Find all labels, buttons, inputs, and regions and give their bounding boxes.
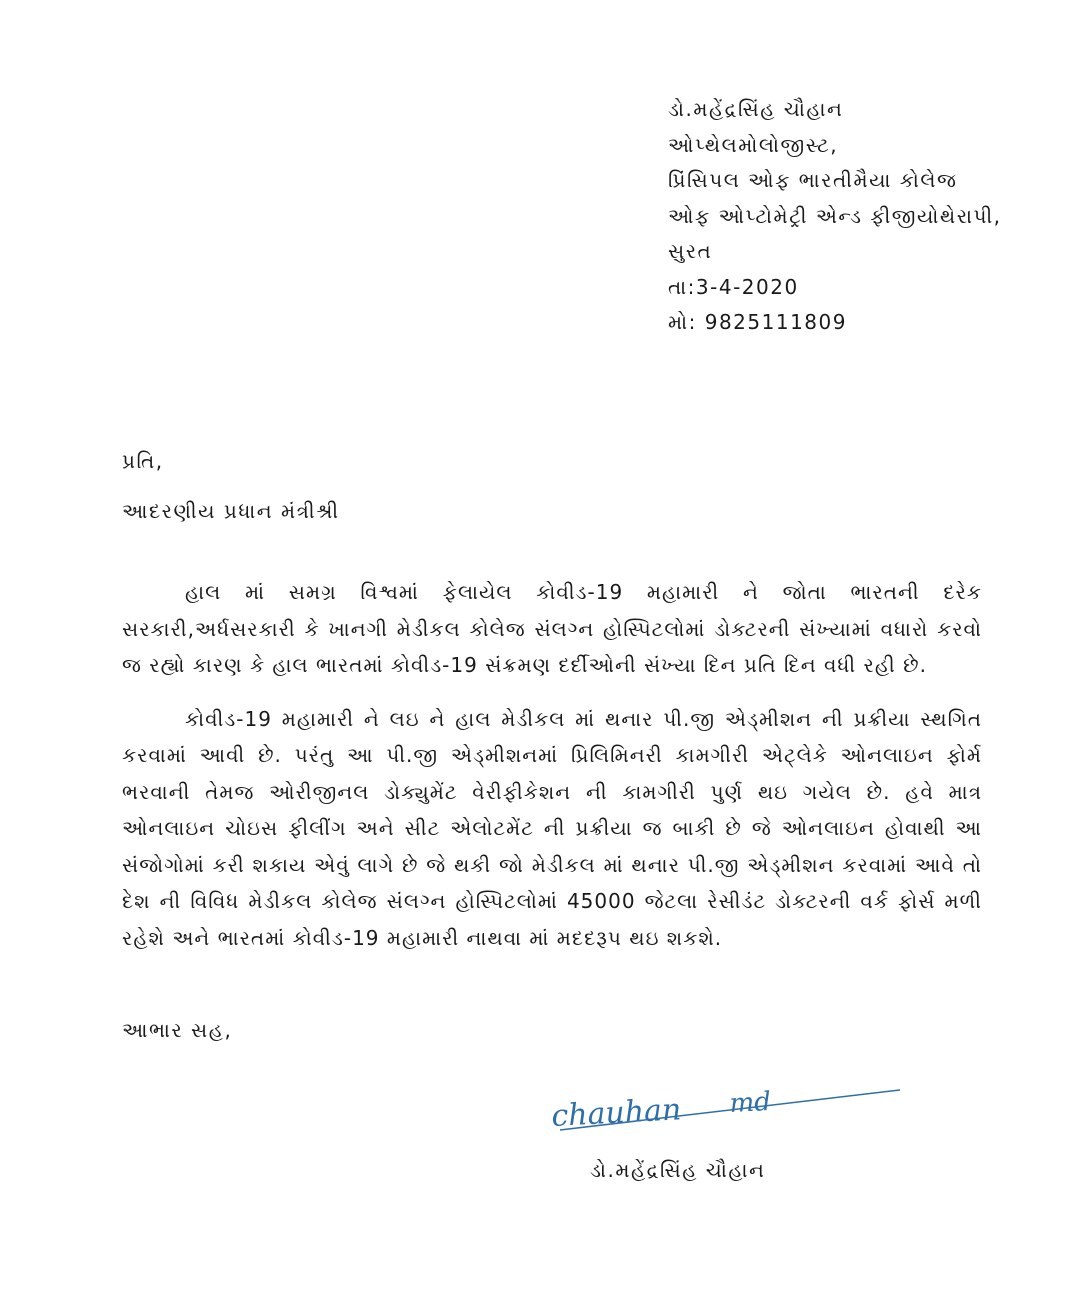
closing-line: આભાર સહ, [122,1018,233,1042]
letter-date: તા:3-4-2020 [668,274,799,299]
signature-graphic [540,1074,910,1140]
signature-suffix: md [728,1086,772,1119]
letter-body [122,574,982,973]
body-paragraph-2: કોવીડ-19 મહામારી ને લઇ ને હાલ મેડીકલ માં થનાર પી.જી એડ્મીશન ની પ્રક્રીયા સ્થગિત કરવામાં આવી છે. પરંતુ આ પી.જી એડ્મીશનમાં પ્રિલિમિનરી કામગીરી એટ્લેકે ઓનલાઇન ફોર્મ ભરવાની તેમજ ઓરીજીનલ ડોક્યુમેંટ વેરીફીકેશન ની કામગીરી પુર્ણ થઇ ગયેલ છે. હવે માત્ર ઓનલાઇન ચોઇસ ફીલીંગ અને સીટ એલોટમેંટ ની પ્રક્રીયા જ બાકી છે જે ઓનલાઇન હોવાથી આ સંજોગોમાં કરી શકાય એવું લાગે છે જે થકી જો મેડીકલ માં થનાર પી.જી એડ્મીશન કરવામાં આવે તો દેશ ની વિવિધ મેડીકલ કોલેજ સંલગ્ન હોસ્પિટલોમાં 45000 જેટલા રેસીડંટ ડોક્ટરની વર્ક ફોર્સ મળી રહેશે અને ભારતમાં કોવીડ-19 મહામારી નાથવા માં મદદરૂપ થઇ શકશે. [122,706,982,950]
signature-text: chauhan [550,1092,683,1134]
recipient-block [122,436,340,536]
sender-institution: ઓફ ઓપ્ટોમેટ્રી એન્ડ ફીજીયોથેરાપી, [668,203,1002,228]
signer-name: ડો.મહેંદ્રસિંહ ચૌહાન [590,1158,766,1182]
sender-mobile: મો: 9825111809 [668,310,847,334]
body-paragraph-1: હાલ માં સમગ્ર વિશ્વમાં ફેલાયેલ કોવીડ-19 મહામારી ને જોતા ભારતની દરેક સરકારી,અર્ધસરકારી કે ખાનગી મેડીકલ કોલેજ સંલગ્ન હોસ્પિટલોમાં ડોક્ટરની સંખ્યામાં વધારો કરવો જ રહ્યો કારણ કે હાલ ભારતમાં કોવીડ-19 સંક્રમણ દર્દીઓની સંખ્યા દિન પ્રતિ દિન વધી રહી છે. [122,580,982,677]
sender-position: પ્રિંસિપલ ઓફ ભારતીમૈયા કોલેજ [668,168,958,192]
recipient-addressee: આદરણીય પ્રધાન મંત્રીશ્રી [122,499,340,523]
handwritten-signature [540,1074,910,1140]
sender-designation: ઓપ્થેલમોલોજીસ્ટ, [668,132,839,157]
sender-block [668,92,1058,341]
recipient-salutation: પ્રતિ, [122,449,164,473]
sender-name: ડો.મહેંદ્રસિંહ ચૌહાન [668,97,844,121]
sender-city: સુરત [668,239,713,263]
